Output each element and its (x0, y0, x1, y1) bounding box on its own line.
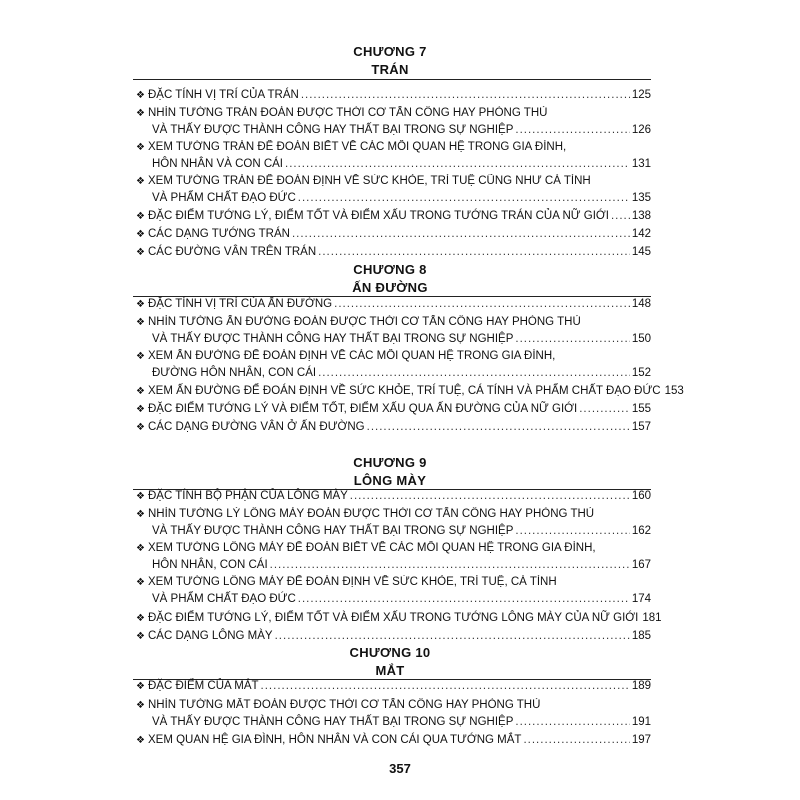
chapter-heading (130, 645, 650, 679)
bullet-diamond-icon: ❖ (136, 108, 145, 119)
chapter-title: MẮT (375, 663, 405, 678)
leader-dots (301, 88, 630, 103)
entry-text: VÀ THẤY ĐƯỢC THÀNH CÔNG HAY THẤT BẠI TRONG SỰ NGHIỆP (152, 124, 514, 136)
entry-text-line: NHÌN TƯỚNG LÝ LÔNG MÀY ĐOÁN ĐƯỢC THỜI CƠ TẤN CÔNG HAY PHÒNG THỦ (148, 508, 595, 520)
entry-page-number: 145 (631, 246, 651, 258)
entry-last-line (148, 679, 651, 696)
leader-dots (275, 629, 630, 644)
bullet-diamond-icon: ❖ (136, 229, 145, 240)
chapter-number: CHƯƠNG 7 (353, 44, 427, 59)
toc-entry[interactable] (136, 315, 651, 349)
entry-last-line (148, 297, 651, 314)
bullet-diamond-icon: ❖ (136, 681, 145, 692)
entry-page-number: 185 (631, 630, 651, 642)
entry-text: ĐẶC ĐIỂM TƯỚNG LÝ VÀ ĐIỂM TỐT, ĐIỂM XẤU QUA ẤN ĐƯỜNG CỦA NỮ GIỚI (148, 403, 578, 415)
toc-entry[interactable] (136, 698, 651, 732)
entry-page-number: 189 (631, 680, 651, 692)
entry-text-line: NHÌN TƯỚNG TRÁN ĐOÁN ĐƯỢC THỜI CƠ TẤN CÔNG HAY PHÒNG THỦ (148, 107, 548, 119)
entry-last-line (152, 592, 651, 609)
entry-text-line: NHÌN TƯỚNG MẮT ĐOÁN ĐƯỢC THỜI CƠ TẤN CÔNG HAY PHÒNG THỦ (148, 699, 541, 711)
bullet-diamond-icon: ❖ (136, 351, 145, 362)
bullet-diamond-icon: ❖ (136, 700, 145, 711)
entry-last-line (148, 209, 651, 226)
entry-text-line: XEM TƯỚNG TRÁN ĐỂ ĐOÁN BIẾT VỀ CÁC MỐI QUAN HỆ TRONG GIA ĐÌNH, (148, 141, 567, 153)
bullet-diamond-icon: ❖ (136, 142, 145, 153)
toc-entry[interactable] (136, 507, 651, 541)
entry-last-line (148, 384, 684, 401)
bullet-diamond-icon: ❖ (136, 176, 145, 187)
bullet-diamond-icon: ❖ (136, 211, 145, 222)
entry-page-number: 181 (642, 612, 662, 624)
leader-dots (515, 715, 629, 730)
entry-text: CÁC DẠNG LÔNG MÀY (148, 630, 273, 642)
entry-last-line (148, 227, 651, 244)
entry-last-line (148, 733, 651, 750)
leader-dots (261, 679, 630, 694)
leader-dots (367, 420, 630, 435)
toc-entry[interactable] (136, 297, 651, 314)
leader-dots (285, 157, 630, 172)
entry-last-line (148, 629, 651, 646)
entry-page-number: 157 (631, 421, 651, 433)
entry-text-line: XEM ẤN ĐƯỜNG ĐỂ ĐOÁN ĐỊNH VỀ CÁC MỐI QUAN HỆ TRONG GIA ĐÌNH, (148, 350, 556, 362)
toc-entry[interactable] (136, 384, 684, 401)
bullet-diamond-icon: ❖ (136, 317, 145, 328)
entry-last-line (148, 611, 662, 628)
entry-page-number: 191 (631, 716, 651, 728)
toc-entry[interactable] (136, 402, 651, 419)
entry-last-line (152, 332, 651, 349)
leader-dots (611, 209, 630, 224)
entry-last-line (152, 157, 651, 174)
entry-last-line (148, 245, 651, 262)
leader-dots (298, 191, 630, 206)
entry-page-number: 131 (631, 158, 651, 170)
entry-page-number: 142 (631, 228, 651, 240)
entry-last-line (148, 420, 651, 437)
toc-entry[interactable] (136, 88, 651, 105)
page-number: 357 (389, 761, 411, 776)
toc-entry[interactable] (136, 349, 651, 383)
bullet-diamond-icon: ❖ (136, 404, 145, 415)
bullet-diamond-icon: ❖ (136, 577, 145, 588)
entry-text: VÀ PHẨM CHẤT ĐẠO ĐỨC (152, 593, 296, 605)
entry-text: ĐẶC ĐIỂM CỦA MẮT (148, 680, 259, 692)
entry-text: CÁC DẠNG ĐƯỜNG VÂN Ở ẤN ĐƯỜNG (148, 421, 365, 433)
entry-text: VÀ THẤY ĐƯỢC THÀNH CÔNG HAY THẤT BẠI TRONG SỰ NGHIỆP (152, 716, 514, 728)
entry-last-line (148, 489, 651, 506)
bullet-diamond-icon: ❖ (136, 613, 145, 624)
entry-last-line (152, 123, 651, 140)
toc-entry[interactable] (136, 209, 651, 226)
entry-page-number: 138 (631, 210, 651, 222)
chapter-title: LÔNG MÀY (353, 473, 427, 488)
entry-page-number: 167 (631, 559, 651, 571)
entry-text: HÔN NHÂN, CON CÁI (152, 559, 268, 571)
entry-text: XEM QUAN HỆ GIA ĐÌNH, HÔN NHÂN VÀ CON CÁI QUA TƯỚNG MẮT (148, 734, 522, 746)
entry-page-number: 125 (631, 89, 651, 101)
toc-entry[interactable] (136, 489, 651, 506)
toc-entry[interactable] (136, 245, 651, 262)
toc-entry[interactable] (136, 106, 651, 140)
entry-text: ĐẶC TÍNH BỘ PHẬN CỦA LÔNG MÀY (148, 490, 348, 502)
leader-dots (334, 297, 630, 312)
leader-dots (318, 245, 630, 260)
leader-dots (298, 592, 630, 607)
leader-dots (292, 227, 630, 242)
leader-dots (523, 733, 629, 748)
entry-page-number: 162 (631, 525, 651, 537)
entry-text: ĐẶC TÍNH VỊ TRÍ CỦA ẤN ĐƯỜNG (148, 298, 333, 310)
toc-entry[interactable] (136, 227, 651, 244)
entry-page-number: 155 (631, 403, 651, 415)
leader-dots (270, 558, 630, 573)
leader-dots (579, 402, 630, 417)
bullet-diamond-icon: ❖ (136, 299, 145, 310)
bullet-diamond-icon: ❖ (136, 386, 145, 397)
leader-dots (318, 366, 630, 381)
entry-text-line: XEM TƯỚNG LÔNG MÀY ĐỂ ĐOÁN ĐỊNH VỀ SỨC KHỎE, TRÍ TUỆ, CÁ TÍNH (148, 576, 557, 588)
bullet-diamond-icon: ❖ (136, 509, 145, 520)
chapter-number: CHƯƠNG 9 (353, 455, 427, 470)
toc-entry[interactable] (136, 140, 651, 174)
bullet-diamond-icon: ❖ (136, 90, 145, 101)
entry-page-number: 160 (631, 490, 651, 502)
entry-page-number: 135 (631, 192, 651, 204)
toc-entry[interactable] (136, 541, 651, 575)
entry-text: ĐẶC TÍNH VỊ TRÍ CỦA TRÁN (148, 89, 299, 101)
toc-entry[interactable] (136, 174, 651, 208)
toc-entry[interactable] (136, 679, 651, 696)
chapter-heading (130, 455, 650, 489)
chapter-title: ẤN ĐƯỜNG (352, 280, 428, 295)
chapter-title: TRÁN (371, 62, 409, 77)
entry-text: ĐẶC ĐIỂM TƯỚNG LÝ, ĐIỂM TỐT VÀ ĐIỂM XẤU TRONG TƯỚNG LÔNG MÀY CỦA NỮ GIỚI (148, 612, 639, 624)
entry-text: CÁC ĐƯỜNG VÂN TRÊN TRÁN (148, 246, 317, 258)
entry-text: VÀ PHẨM CHẤT ĐẠO ĐỨC (152, 192, 296, 204)
entry-last-line (148, 88, 651, 105)
leader-dots (515, 123, 629, 138)
entry-page-number: 152 (631, 367, 651, 379)
entry-page-number: 174 (631, 593, 651, 605)
entry-text-line: XEM TƯỚNG LÔNG MÀY ĐỂ ĐOÁN BIẾT VỀ CÁC MỐI QUAN HỆ TRONG GIA ĐÌNH, (148, 542, 596, 554)
entry-text: VÀ THẤY ĐƯỢC THÀNH CÔNG HAY THẤT BẠI TRONG SỰ NGHIỆP (152, 333, 514, 345)
entry-last-line (148, 402, 651, 419)
entry-text: VÀ THẤY ĐƯỢC THÀNH CÔNG HAY THẤT BẠI TRONG SỰ NGHIỆP (152, 525, 514, 537)
chapter-rule (133, 79, 651, 80)
entry-text-line: NHÌN TƯỚNG ẤN ĐƯỜNG ĐOÁN ĐƯỢC THỜI CƠ TẤN CÔNG HAY PHÒNG THỦ (148, 316, 581, 328)
leader-dots (515, 524, 629, 539)
toc-entry[interactable] (136, 629, 651, 646)
entry-last-line (152, 191, 651, 208)
bullet-diamond-icon: ❖ (136, 543, 145, 554)
bullet-diamond-icon: ❖ (136, 631, 145, 642)
toc-entry[interactable] (136, 420, 651, 437)
entry-last-line (152, 524, 651, 541)
toc-entry[interactable] (136, 733, 651, 750)
entry-page-number: 150 (631, 333, 651, 345)
entry-page-number: 197 (631, 734, 651, 746)
leader-dots (515, 332, 629, 347)
chapter-number: CHƯƠNG 10 (349, 645, 431, 660)
leader-dots (350, 489, 630, 504)
entry-text: ĐẶC ĐIỂM TƯỚNG LÝ, ĐIỂM TỐT VÀ ĐIỂM XẤU TRONG TƯỚNG TRÁN CỦA NỮ GIỚI (148, 210, 609, 222)
bullet-diamond-icon: ❖ (136, 735, 145, 746)
entry-text: XEM ẤN ĐƯỜNG ĐỂ ĐOÁN ĐỊNH VỀ SỨC KHỎE, TRÍ TUỆ, CÁ TÍNH VÀ PHẨM CHẤT ĐẠO ĐỨC (148, 385, 661, 397)
entry-page-number: 153 (664, 385, 684, 397)
entry-last-line (152, 715, 651, 732)
chapter-heading (130, 44, 650, 78)
entry-last-line (152, 366, 651, 383)
chapter-number: CHƯƠNG 8 (353, 262, 427, 277)
entry-page-number: 148 (631, 298, 651, 310)
bullet-diamond-icon: ❖ (136, 491, 145, 502)
toc-entry[interactable] (136, 575, 651, 609)
bullet-diamond-icon: ❖ (136, 247, 145, 258)
chapter-heading (130, 262, 650, 296)
bullet-diamond-icon: ❖ (136, 422, 145, 433)
entry-page-number: 126 (631, 124, 651, 136)
entry-text-line: XEM TƯỚNG TRÁN ĐỂ ĐOÁN ĐỊNH VỀ SỨC KHỎE, TRÍ TUỆ CŨNG NHƯ CÁ TÍNH (148, 175, 591, 187)
toc-entry[interactable] (136, 611, 662, 628)
entry-text: ĐƯỜNG HÔN NHÂN, CON CÁI (152, 367, 317, 379)
entry-last-line (152, 558, 651, 575)
entry-text: CÁC DẠNG TƯỚNG TRÁN (148, 228, 290, 240)
entry-text: HÔN NHÂN VÀ CON CÁI (152, 158, 283, 170)
